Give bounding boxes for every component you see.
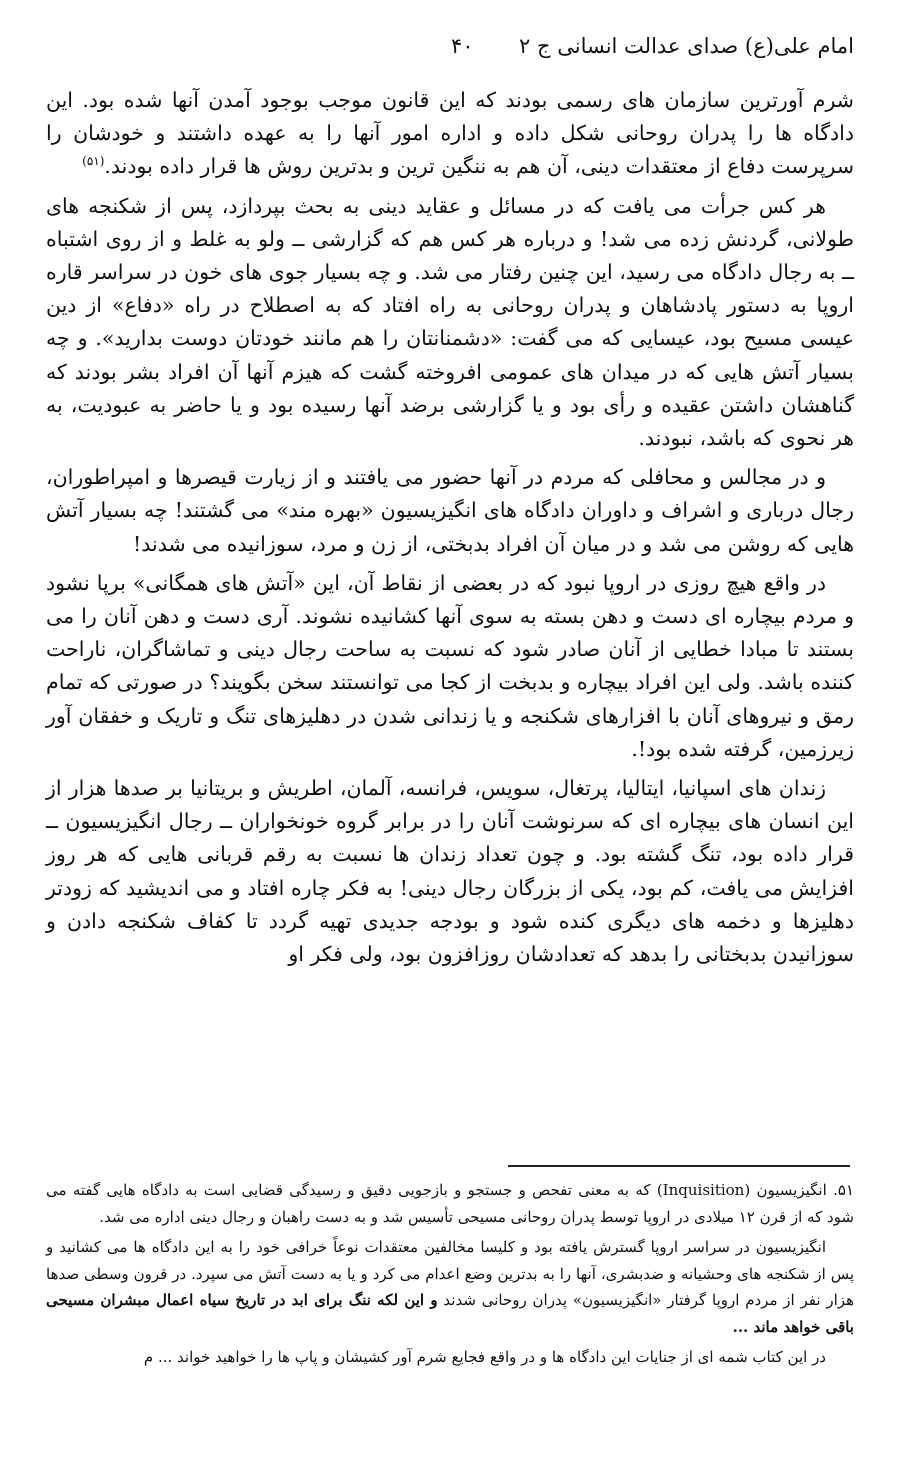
page-number: ۴۰ [451,34,474,58]
paragraph-2: هر کس جرأت می یافت که در مسائل و عقاید دینی به بحث بپردازد، پس از شکنجه های طولانی، گردنش زده می شد! و درباره هر کس هم که گزارشی ــ ولو به غلط و از روی اشتباه ــ به رجال دادگاه می رسید، این چنین رفتار می شد. و چه بسیار جوی های خون در سراسر قاره اروپا به دستور پادشاهان و پدران روحانی به راه افتاد که به اصطلاح در راه «دفاع» از دین عیسی مسیح بود، عیسایی که می گفت: «دشمنانتان را هم مانند خودتان دوست بدارید». و چه بسیار آتش هایی که در میدان های عمومی افروخته گشت که هیزم آنها آن افراد بشر بودند که گناهشان داشتن عقیده و رأی بود و یا گزارشی برضد آنها رسیده بود و یا حاضر به عبودیت، به هر نحوی که باشد، نبودند. [46,193,854,451]
footnotes [46,1177,854,1375]
footnote-paragraph-2-text: انگیزیسیون در سراسر اروپا گسترش یافته بود و کلیسا مخالفین معتقدات نوعاً خرافی خود را به این دادگاه ها می کشانید و پس از شکنجه های وحشیانه و ضدبشری، آنها را به بدترین وضع اعدام می کرد و یا به دست آتش می سپرد. در قرون وسطی صدها هزار نفر از مردم اروپا گرفتار «انگیزیسیون» پدران روحانی شدند [46,1238,854,1309]
footnote-paragraph-2 [46,1234,854,1340]
footnote-51-label: ۵۱. انگیزیسیون [756,1181,854,1199]
running-title: امام علی(ع) صدای عدالت انسانی ج ۲ [519,34,854,58]
paragraph-5: زندان های اسپانیا، ایتالیا، پرتغال، سویس، فرانسه، آلمان، اطریش و بریتانیا بر صدها هزار از این انسان های بیچاره ای که سرنوشت آنان را در برابر گروه خونخواران ــ رجال انگیزیسیون ــ قرار داده بود، تنگ گشته بود. و چون تعداد زندان ها نسبت به رقم قربانی هایی که هر روز افزایش می یافت، کم بود، یکی از بزرگان رجال دینی! به فکر چاره افتاد و می اندیشید که زودتر دهلیزها و دخمه های دیگری کنده شود و بودجه جدیدی تهیه گردد تا کفاف شکنجه دادن و سوزانیدن بدبختانی را بدهد که تعدادشان روزافزون بود، ولی فکر او [46,776,854,967]
paragraph-4: در واقع هیچ روزی در اروپا نبود که در بعضی از نقاط آن، این «آتش های همگانی» برپا نشود و مردم بیچاره ای دست و دهن بسته به سوی آنها کشانیده نشوند. آری دست و دهن آنان را می بستند تا مبادا خطایی از آنان صادر شود که نسبت به ساحت رجال دینی و تماشاگران، ناراحت کننده باشد. ولی این افراد بیچاره و بدبخت از کجا می توانستند سخن بگویند؟ در صورتی که تمام رمق و نیروهای آنان با افزارهای شکنجه و یا زندانی شدن در دهلیزهای تنگ و تاریک و خفقان آور زیرزمین، گرفته شده بود!. [46,570,854,761]
footnote-latin-term: (Inquisition) [656,1181,751,1199]
paragraph-1-text: شرم آورترین سازمان های رسمی بودند که این قانون موجب بوجود آمدن آنها شده بود. این دادگاه ها را پدران روحانی شکل داده و اداره امور آنها را به عهده داشتند و خودشان را سرپرست دفاع از معتقدات دینی، آن هم به ننگین ترین و بدترین روش ها قرار داده بودند. [46,88,854,179]
paragraph-3: و در مجالس و محافلی که مردم در آنها حضور می یافتند و از زیارت قیصرها و امپراطوران، رجال درباری و اشراف و داوران دادگاه های انگیزیسیون «بهره مند» می گشتند! چه بسیار آتش هایی که روشن می شد و در میان آن افراد بدبختی، از زن و مرد، سوزانیده می شدند! [46,465,854,556]
footnote-paragraph-3: در این کتاب شمه ای از جنایات این دادگاه ها و در واقع فجایع شرم آور کشیشان و پاپ ها را خواهید خواند ... م [143,1348,826,1366]
main-text [46,84,854,977]
footnote-bold-sentence: و این لکه ننگ برای ابد در تاریخ سیاه اعمال مبشران مسیحی باقی خواهد ماند ... [46,1291,854,1336]
footnote-51 [46,1177,854,1230]
page-header [46,28,854,64]
paragraph-1 [46,84,854,184]
footnote-51-text: که به معنی تفحص و جستجو و بازجویی دقیق و رسیدگی قضایی است به دادگاه هایی گفته می شود که از قرن ۱۲ میلادی در اروپا توسط پدران روحانی مسیحی تأسیس شد و به دست راهبان و رجال دینی اداره می شد. [46,1181,854,1226]
footnote-reference[interactable]: (۵۱) [82,154,105,169]
footnote-separator [508,1165,850,1167]
